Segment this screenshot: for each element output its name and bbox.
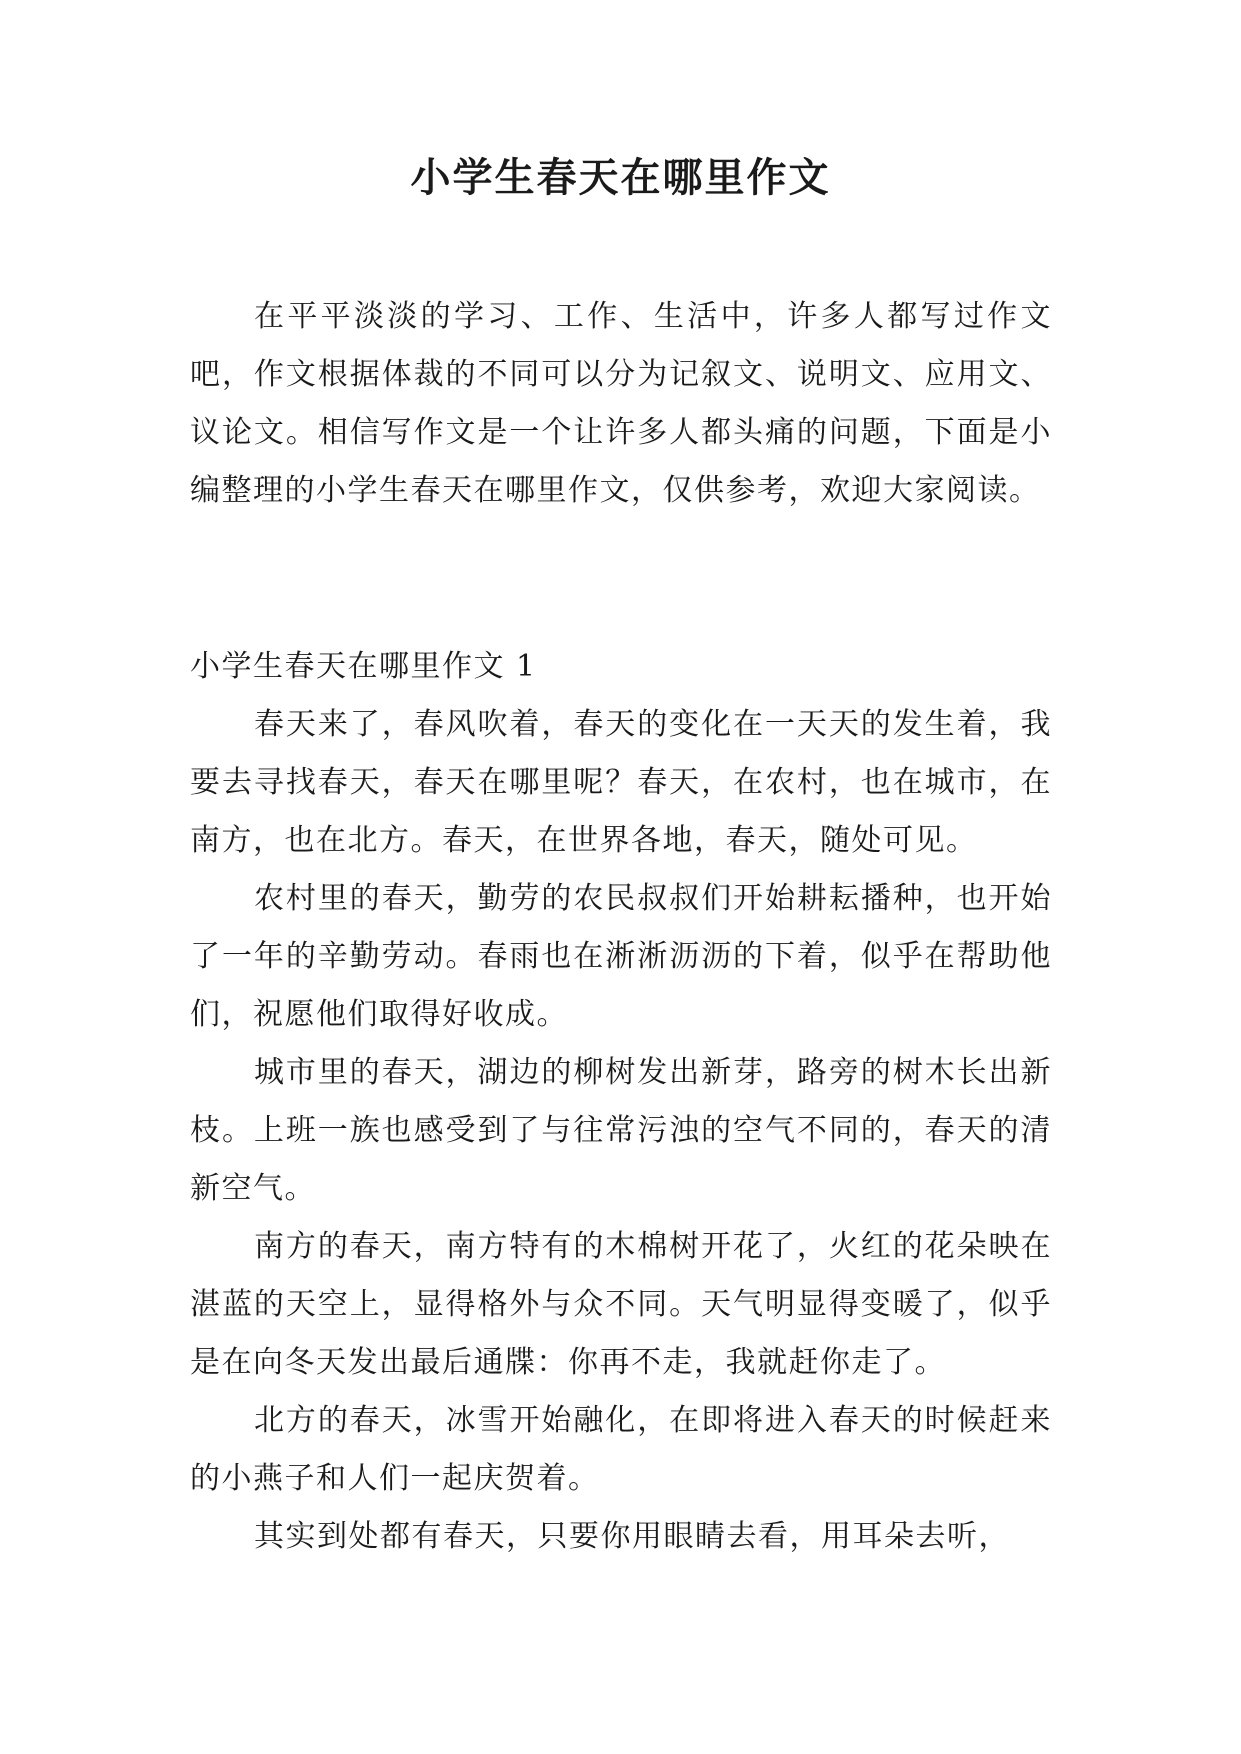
essay-paragraph: 农村里的春天，勤劳的农民叔叔们开始耕耘播种，也开始了一年的辛勤劳动。春雨也在淅淅沥沥的下着，似乎在帮助他们，祝愿他们取得好收成。 — [190, 881, 1052, 1032]
essay-paragraph: 城市里的春天，湖边的柳树发出新芽，路旁的树木长出新枝。上班一族也感受到了与往常污浊的空气不同的，春天的清新空气。 — [190, 1055, 1052, 1206]
intro-block — [190, 288, 1052, 520]
essay-paragraph: 春天来了，春风吹着，春天的变化在一天天的发生着，我要去寻找春天，春天在哪里呢？春天，在农村，也在城市，在南方，也在北方。春天，在世界各地，春天，随处可见。 — [190, 707, 1052, 858]
essay-paragraph: 南方的春天，南方特有的木棉树开花了，火红的花朵映在湛蓝的天空上，显得格外与众不同。天气明显得变暖了，似乎是在向冬天发出最后通牒：你再不走，我就赶你走了。 — [190, 1229, 1052, 1380]
essay-paragraph: 其实到处都有春天，只要你用眼睛去看，用耳朵去听， — [254, 1519, 1010, 1554]
section-heading: 小学生春天在哪里作文 1 — [190, 649, 537, 684]
essay-paragraph: 北方的春天，冰雪开始融化，在即将进入春天的时候赶来的小燕子和人们一起庆贺着。 — [190, 1403, 1052, 1496]
page-title: 小学生春天在哪里作文 — [410, 154, 831, 201]
intro-paragraph: 在平平淡淡的学习、工作、生活中，许多人都写过作文吧，作文根据体裁的不同可以分为记叙文、说明文、应用文、议论文。相信写作文是一个让许多人都头痛的问题，下面是小编整理的小学生春天在哪里作文，仅供参考，欢迎大家阅读。 — [190, 299, 1052, 508]
essay-section — [190, 638, 1052, 1566]
